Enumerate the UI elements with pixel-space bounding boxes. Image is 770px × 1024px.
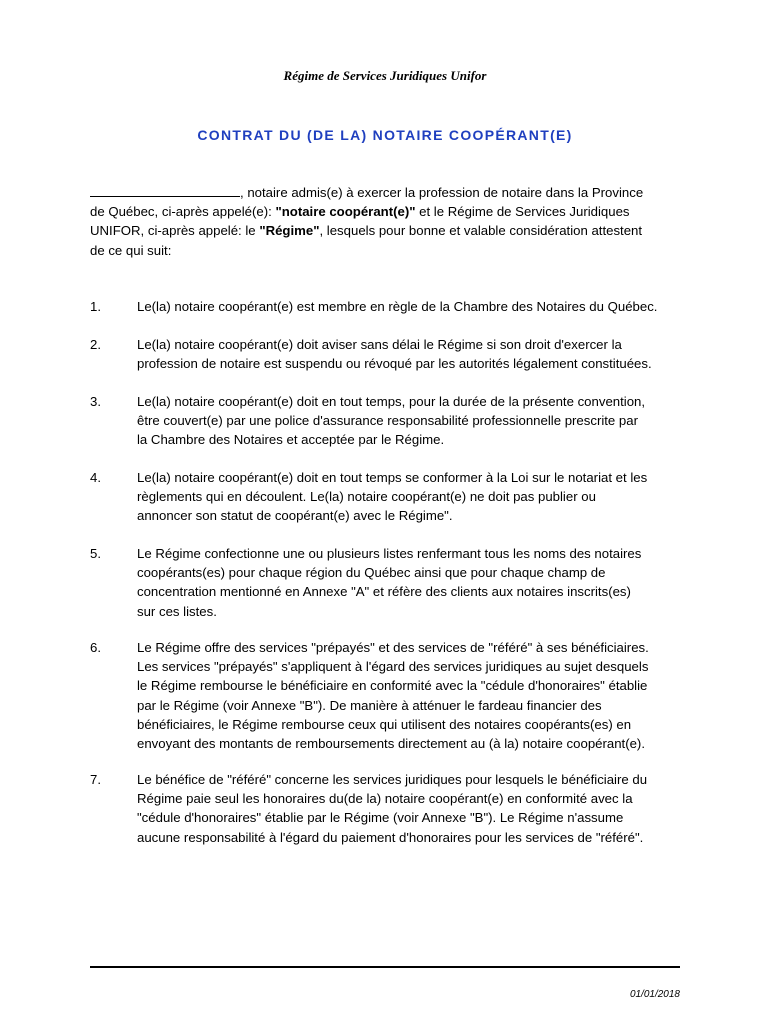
clause-line: Le(la) notaire coopérant(e) doit en tout temps se conformer à la Loi sur le notariat et les	[137, 470, 648, 485]
notary-term: "notaire coopérant(e)"	[275, 204, 416, 220]
clause-line: la Chambre des Notaires et acceptée par le Régime.	[137, 432, 445, 448]
clause-line: bénéficiaires, le Régime rembourse ceux qui utilisent des notaires coopérants(es) en	[137, 716, 632, 732]
clause-line: Le bénéfice de "référé" concerne les services juridiques pour lesquels le bénéficiaire du	[137, 772, 648, 787]
clause-line: coopérants(es) pour chaque région du Québec ainsi que pour chaque champ de	[137, 565, 606, 581]
clause-line: Le(la) notaire coopérant(e) doit en tout temps, pour la durée de la présente convention,	[137, 394, 646, 409]
regime-term: "Régime"	[259, 223, 320, 239]
clause-number: 1.	[90, 299, 101, 314]
clause-line: Le Régime confectionne une ou plusieurs listes renfermant tous les noms des notaires	[137, 546, 642, 561]
clause-line: Le(la) notaire coopérant(e) est membre en règle de la Chambre des Notaires du Québec.	[137, 299, 658, 314]
clause-number: 4.	[90, 470, 101, 485]
contract-title: CONTRAT DU (DE LA) NOTAIRE COOPÉRANT(E)	[197, 127, 573, 143]
document-header: Régime de Services Juridiques Unifor	[283, 68, 487, 83]
clause-3	[90, 392, 690, 450]
clause-line: le Régime rembourse le bénéficiaire en conformité avec la "cédule d'honoraires" établie	[137, 678, 648, 694]
intro-line-1: , notaire admis(e) à exercer la profession de notaire dans la Province	[90, 183, 685, 202]
intro-line-3: UNIFOR, ci-après appelé: le "Régime", lesquels pour bonne et valable considération attestent	[90, 223, 643, 239]
clause-line: sur ces listes.	[137, 603, 217, 619]
clause-line: concentration mentionné en Annexe "A" et réfère des clients aux notaires inscrits(es)	[137, 584, 631, 600]
intro-line-4: de ce qui suit:	[90, 242, 172, 258]
clause-line: profession de notaire est suspendu ou révoqué par les autorités légalement constituées.	[137, 356, 652, 372]
clause-1	[90, 297, 690, 316]
clause-line: règlements qui en découlent. Le(la) notaire coopérant(e) ne doit pas publier ou	[137, 489, 596, 505]
clause-line: être couvert(e) par une police d'assurance responsabilité professionnelle prescrite par	[137, 413, 638, 429]
intro-paragraph	[90, 183, 685, 260]
clause-line: Les services "prépayés" s'appliquent à l'égard des services juridiques au sujet desquels	[137, 659, 649, 675]
clause-line: Le Régime offre des services "prépayés" et des services de "référé" à ses bénéficiaires.	[137, 640, 649, 655]
clause-number: 7.	[90, 772, 101, 787]
clause-line: "cédule d'honoraires" établie par le Régime (voir Annexe "B"). Le Régime n'assume	[137, 810, 624, 826]
footer-divider	[90, 966, 680, 968]
footer-date: 01/01/2018	[629, 989, 680, 1000]
clause-line: annoncer son statut de coopérant(e) avec le Régime".	[137, 508, 453, 524]
clause-7	[90, 770, 690, 847]
clause-line: envoyant des montants de remboursements directement au (à la) notaire coopérant(e).	[137, 736, 645, 752]
clause-number: 6.	[90, 640, 101, 655]
intro-line-2: de Québec, ci-après appelé(e): "notaire coopérant(e)" et le Régime de Services Juridiques	[90, 204, 630, 220]
clause-line: Régime paie seul les honoraires du(de la) notaire coopérant(e) en conformité avec la	[137, 791, 633, 807]
clause-line: par le Régime (voir Annexe "B"). De manière à atténuer le fardeau financier des	[137, 697, 602, 713]
clause-6	[90, 638, 690, 753]
clause-4	[90, 468, 690, 526]
clause-2	[90, 335, 690, 373]
clause-number: 3.	[90, 394, 101, 409]
clause-5	[90, 544, 690, 621]
clause-line: aucune responsabilité à l'égard du paiement d'honoraires pour les services de "référé".	[137, 829, 644, 845]
clause-number: 2.	[90, 337, 101, 352]
notary-name-blank	[90, 184, 240, 197]
clause-line: Le(la) notaire coopérant(e) doit aviser sans délai le Régime si son droit d'exercer la	[137, 337, 622, 352]
clause-number: 5.	[90, 546, 101, 561]
